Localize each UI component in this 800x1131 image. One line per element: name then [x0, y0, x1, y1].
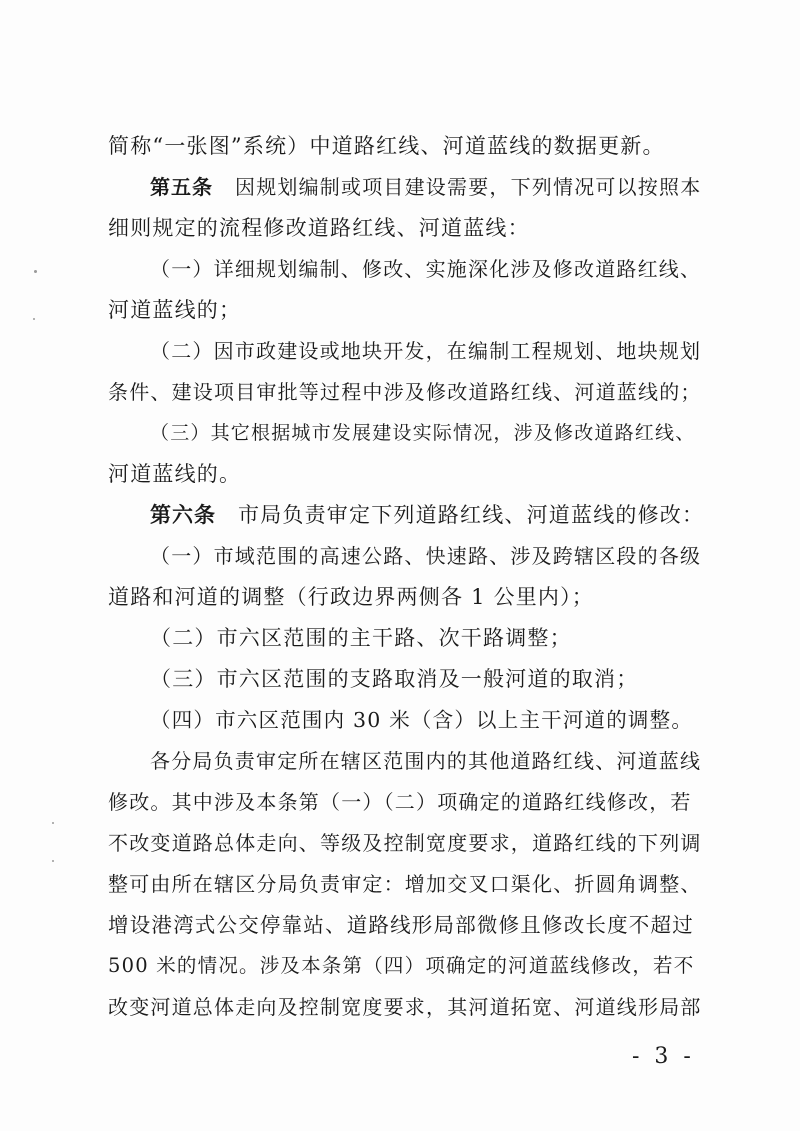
- article-six-text: 市局负责审定下列道路红线、河道蓝线的修改：: [238, 503, 704, 527]
- text-line-4: （一）详细规划编制、修改、实施深化涉及修改道路红线、: [150, 257, 702, 281]
- text-line-12: 道路和河道的调整（行政边界两侧各 1 公里内）；: [108, 585, 595, 609]
- text-line-22: 改变河道总体走向及控制宽度要求，其河道拓宽、河道线形局部: [108, 995, 702, 1019]
- text-line-14: （三）市六区范围的支路取消及一般河道的取消；: [150, 667, 639, 691]
- text-line-6: （二）因市政建设或地块开发，在编制工程规划、地块规划: [150, 339, 702, 363]
- article-six-line: [150, 500, 704, 530]
- scan-speck: [52, 860, 54, 862]
- scan-speck: [52, 822, 54, 824]
- text-line-16: 各分局负责审定所在辖区范围内的其他道路红线、河道蓝线: [150, 749, 702, 773]
- text-line-1: 简称“一张图”系统）中道路红线、河道蓝线的数据更新。: [108, 134, 665, 158]
- text-line-19: 整可由所在辖区分局负责审定：增加交叉口渠化、折圆角调整、: [108, 872, 702, 896]
- scan-speck: [33, 318, 35, 320]
- scan-speck: [34, 270, 37, 273]
- text-line-11: （一）市域范围的高速公路、快速路、涉及跨辖区段的各级: [150, 544, 702, 568]
- text-line-7: 条件、建设项目审批等过程中涉及修改道路红线、河道蓝线的；: [108, 380, 702, 404]
- text-line-20: 增设港湾式公交停靠站、道路线形局部微修且修改长度不超过: [108, 913, 694, 937]
- text-line-15: （四）市六区范围内 30 米（含）以上主干河道的调整。: [150, 708, 694, 732]
- article-five-label: 第五条: [150, 175, 213, 199]
- text-line-3: 细则规定的流程修改道路红线、河道蓝线：: [108, 216, 530, 240]
- article-five-line: [150, 172, 704, 202]
- text-line-18: 不改变道路总体走向、等级及控制宽度要求，道路红线的下列调: [108, 831, 702, 855]
- page-number: - 3 -: [632, 1044, 695, 1069]
- text-line-8: （三）其它根据城市发展建设实际情况，涉及修改道路红线、: [150, 422, 696, 444]
- text-line-9: 河道蓝线的。: [108, 462, 242, 486]
- article-five-text: 因规划编制或项目建设需要，下列情况可以按照本: [235, 175, 702, 199]
- text-line-21: 500 米的情况。涉及本条第（四）项确定的河道蓝线修改，若不: [108, 954, 695, 977]
- text-line-13: （二）市六区范围的主干路、次干路调整；: [150, 626, 572, 650]
- text-line-5: 河道蓝线的；: [108, 298, 242, 322]
- article-six-label: 第六条: [150, 503, 216, 527]
- text-line-17: 修改。其中涉及本条第（一）（二）项确定的道路红线修改，若: [108, 790, 692, 814]
